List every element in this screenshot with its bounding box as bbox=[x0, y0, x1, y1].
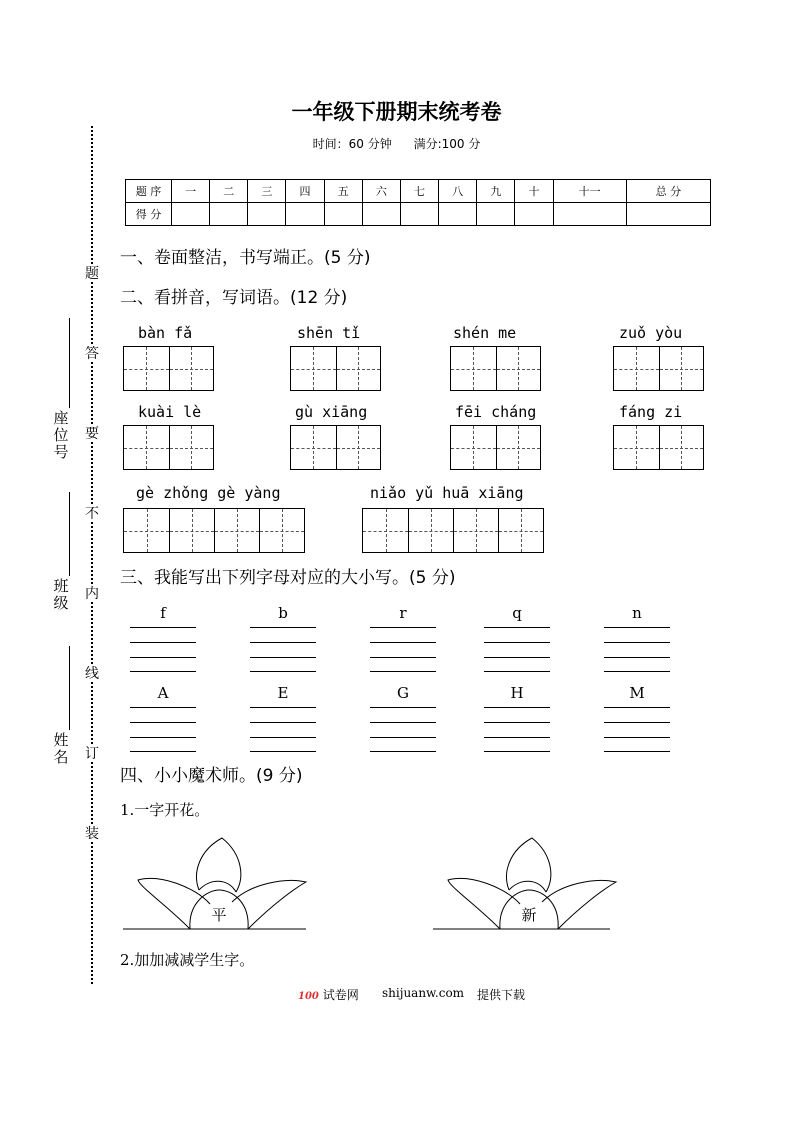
subquestion-1: 1.一字开花。 bbox=[120, 801, 210, 819]
pinyin-label: gù xiāng bbox=[295, 403, 368, 421]
table-cell: 二 bbox=[210, 180, 248, 203]
four-line-grid[interactable] bbox=[250, 707, 316, 752]
table-cell: 七 bbox=[400, 180, 438, 203]
exam-info bbox=[0, 135, 793, 152]
writing-grid[interactable] bbox=[450, 425, 541, 470]
table-cell: 九 bbox=[477, 180, 515, 203]
four-line-grid[interactable] bbox=[604, 627, 670, 672]
binding-char: 内 bbox=[85, 586, 99, 602]
score-input-cell[interactable] bbox=[626, 203, 710, 226]
table-cell: 题 序 bbox=[126, 180, 172, 203]
pinyin-label: fēi cháng bbox=[455, 403, 537, 421]
score-input-cell[interactable] bbox=[248, 203, 286, 226]
score-input-cell[interactable] bbox=[553, 203, 626, 226]
binding-char: 装 bbox=[85, 826, 99, 842]
flower-diagram-1 bbox=[120, 832, 320, 934]
score-input-cell[interactable] bbox=[172, 203, 210, 226]
seat-number-line bbox=[69, 318, 70, 408]
four-line-grid[interactable] bbox=[130, 707, 196, 752]
score-input-cell[interactable] bbox=[324, 203, 362, 226]
exam-time: 时间：60 分钟 bbox=[312, 137, 392, 151]
letter-label: n bbox=[632, 604, 642, 622]
writing-grid[interactable] bbox=[123, 425, 214, 470]
writing-grid[interactable] bbox=[290, 425, 381, 470]
pinyin-label: zuǒ yòu bbox=[619, 324, 683, 342]
four-line-grid[interactable] bbox=[484, 627, 550, 672]
footer-url[interactable]: shijuanw.com bbox=[382, 986, 465, 1000]
pinyin-label: shén me bbox=[453, 324, 517, 342]
table-cell: 三 bbox=[248, 180, 286, 203]
binding-char: 答 bbox=[85, 346, 99, 362]
section-1-heading: 一、卷面整洁，书写端正。(5 分) bbox=[120, 248, 371, 268]
flower-center-char: 平 bbox=[211, 906, 227, 924]
letter-label: E bbox=[277, 684, 289, 702]
score-input-cell[interactable] bbox=[515, 203, 553, 226]
four-line-grid[interactable] bbox=[604, 707, 670, 752]
table-cell: 八 bbox=[439, 180, 477, 203]
class-line bbox=[69, 492, 70, 576]
score-input-cell[interactable] bbox=[362, 203, 400, 226]
class-label: 班级 bbox=[53, 577, 69, 612]
binding-dotted-line bbox=[91, 126, 93, 984]
score-input-cell[interactable] bbox=[286, 203, 324, 226]
letter-label: b bbox=[278, 604, 288, 622]
four-line-grid[interactable] bbox=[484, 707, 550, 752]
binding-char: 要 bbox=[85, 426, 99, 442]
score-table bbox=[125, 179, 711, 226]
score-table-score-row bbox=[126, 203, 711, 226]
score-input-cell[interactable] bbox=[400, 203, 438, 226]
flower-center-char: 新 bbox=[521, 906, 537, 924]
section-2-heading: 二、看拼音，写词语。(12 分) bbox=[120, 288, 348, 308]
four-line-grid[interactable] bbox=[370, 707, 436, 752]
binding-char: 不 bbox=[85, 506, 99, 522]
binding-char: 题 bbox=[85, 266, 99, 282]
letter-label: f bbox=[160, 604, 166, 622]
section-3-heading: 三、我能写出下列字母对应的大小写。(5 分) bbox=[120, 568, 456, 588]
writing-grid[interactable] bbox=[123, 346, 214, 391]
pinyin-label: shēn tǐ bbox=[297, 324, 361, 342]
writing-grid[interactable] bbox=[613, 346, 704, 391]
footer-logo: 100 bbox=[298, 991, 319, 1002]
exam-full-score: 满分:100 分 bbox=[413, 137, 481, 151]
name-line bbox=[69, 646, 70, 730]
four-line-grid[interactable] bbox=[370, 627, 436, 672]
writing-grid[interactable] bbox=[290, 346, 381, 391]
letter-label: r bbox=[399, 604, 407, 622]
table-cell: 五 bbox=[324, 180, 362, 203]
table-cell: 总 分 bbox=[626, 180, 710, 203]
writing-grid[interactable] bbox=[450, 346, 541, 391]
letter-label: A bbox=[157, 684, 169, 702]
letter-label: M bbox=[629, 684, 645, 702]
footer-brand bbox=[298, 986, 359, 1003]
four-line-grid[interactable] bbox=[130, 627, 196, 672]
flower-diagram-2 bbox=[430, 832, 630, 934]
footer-download: 提供下载 bbox=[477, 988, 526, 1002]
score-table-header-row bbox=[126, 180, 711, 203]
score-input-cell[interactable] bbox=[210, 203, 248, 226]
pinyin-label: kuài lè bbox=[138, 403, 202, 421]
table-cell: 十 bbox=[515, 180, 553, 203]
score-input-cell[interactable] bbox=[439, 203, 477, 226]
four-line-grid[interactable] bbox=[250, 627, 316, 672]
name-label: 姓名 bbox=[53, 731, 69, 766]
binding-char: 订 bbox=[85, 746, 99, 762]
section-4-heading: 四、小小魔术师。(9 分) bbox=[120, 766, 303, 786]
writing-grid[interactable] bbox=[613, 425, 704, 470]
letter-label: H bbox=[510, 684, 524, 702]
pinyin-label: bàn fǎ bbox=[138, 324, 193, 342]
writing-grid[interactable] bbox=[362, 508, 544, 553]
table-cell: 六 bbox=[362, 180, 400, 203]
subquestion-2: 2.加加减减学生字。 bbox=[120, 951, 255, 969]
score-input-cell[interactable] bbox=[477, 203, 515, 226]
letter-label: q bbox=[512, 604, 522, 622]
pinyin-label: gè zhǒng gè yàng bbox=[136, 484, 281, 502]
page-title: 一年级下册期末统考卷 bbox=[291, 99, 502, 124]
seat-number-label: 座位号 bbox=[53, 409, 69, 461]
table-cell: 十一 bbox=[553, 180, 626, 203]
table-cell: 四 bbox=[286, 180, 324, 203]
table-cell: 一 bbox=[172, 180, 210, 203]
pinyin-label: niǎo yǔ huā xiāng bbox=[370, 484, 524, 502]
binding-char: 线 bbox=[85, 666, 99, 682]
letter-label: G bbox=[397, 684, 409, 702]
writing-grid[interactable] bbox=[123, 508, 305, 553]
footer-site-name: 试卷网 bbox=[322, 988, 359, 1002]
table-cell: 得 分 bbox=[126, 203, 172, 226]
pinyin-label: fáng zi bbox=[619, 403, 683, 421]
